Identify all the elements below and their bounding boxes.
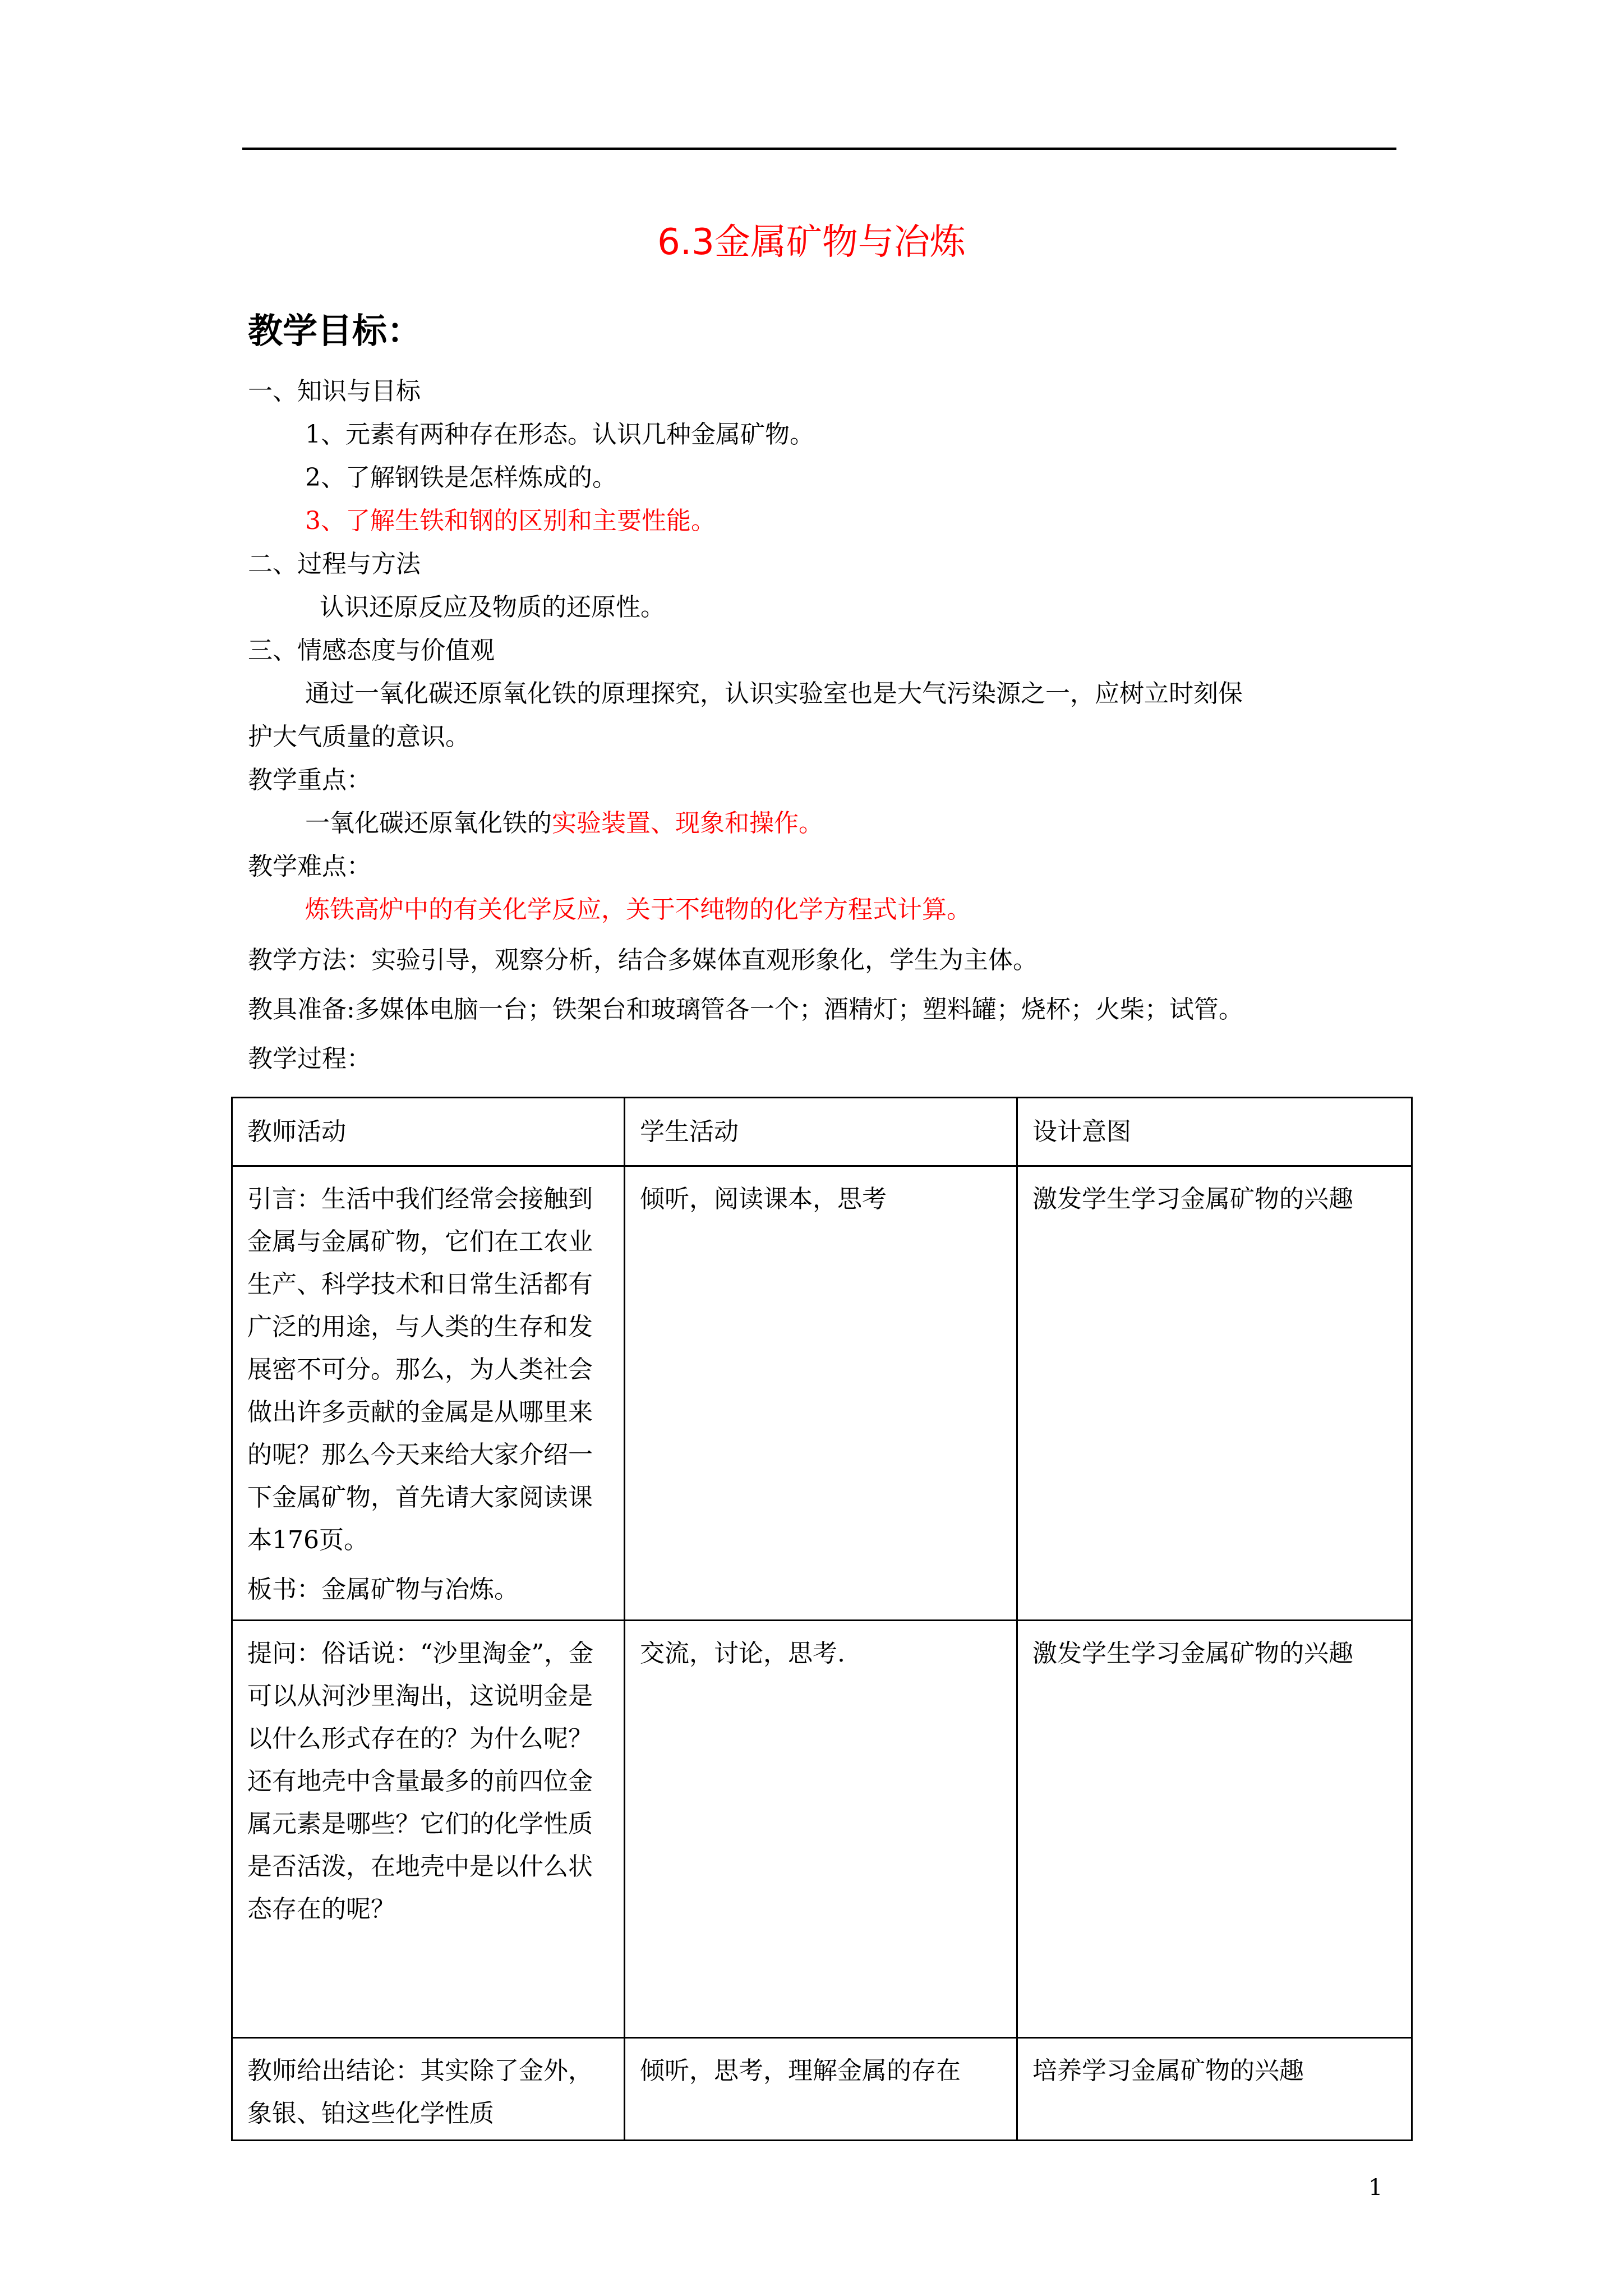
table-row [232, 2038, 1412, 2141]
method-text: 教学方法：实验引导，观察分析，结合多媒体直观形象化，学生为主体。 [248, 946, 1038, 974]
section-3-text: 通过一氧化碳还原氧化铁的原理探究，认识实验室也是大气污染源之一，应树立时刻保 [305, 679, 1243, 708]
page-number: 1 [1368, 2175, 1383, 2201]
design-intent-cell: 激发学生学习金属矿物的兴趣 [1017, 1621, 1412, 2038]
teacher-activity-paragraph: 提问：俗话说：“沙里淘金”，金可以从河沙里淘出，这说明金是以什么形式存在的？为什么呢？还有地壳中含量最多的前四位金属元素是哪些？它们的化学性质是否活泼，在地壳中是以什么状态存在的呢？ [247, 1639, 593, 1924]
section-1-title: 一、知识与目标 [248, 377, 421, 406]
table-header-row [232, 1098, 1412, 1166]
section-1-item: 1、元素有两种存在形态。认识几种金属矿物。 [305, 420, 814, 449]
section-3-text: 护大气质量的意识。 [248, 723, 470, 751]
teacher-activity-paragraph: 板书：金属矿物与冶炼。 [247, 1575, 519, 1604]
section-2-text: 认识还原反应及物质的还原性。 [320, 593, 665, 622]
process-label: 教学过程： [248, 1045, 371, 1073]
teacher-activity-cell [232, 1166, 625, 1621]
section-1-item: 2、了解钢铁是怎样炼成的。 [305, 463, 617, 492]
table-header-cell: 设计意图 [1017, 1098, 1412, 1166]
key-points-text [305, 807, 823, 840]
equipment-text: 教具准备:多媒体电脑一台；铁架台和玻璃管各一个；酒精灯；塑料罐；烧杯；火柴；试管。 [248, 995, 1243, 1024]
student-activity-cell: 倾听，思考，理解金属的存在 [625, 2038, 1017, 2141]
teacher-activity-cell [232, 1621, 625, 2038]
teacher-activity-cell [232, 2038, 625, 2141]
header-rule [242, 148, 1396, 150]
table-row [232, 1621, 1412, 2038]
key-points-plain: 一氧化碳还原氧化铁的 [305, 809, 552, 838]
section-1-item: 3、了解生铁和钢的区别和主要性能。 [305, 507, 716, 535]
table-header-cell: 教师活动 [232, 1098, 625, 1166]
design-intent-cell: 激发学生学习金属矿物的兴趣 [1017, 1166, 1412, 1621]
section-2-title: 二、过程与方法 [248, 550, 421, 578]
student-activity-cell: 交流，讨论，思考. [625, 1621, 1017, 2038]
table-row [232, 1166, 1412, 1621]
key-points-highlight: 实验装置、现象和操作。 [552, 809, 823, 838]
key-points-label: 教学重点： [248, 766, 371, 794]
teacher-activity-paragraph: 引言：生活中我们经常会接触到金属与金属矿物，它们在工农业生产、科学技术和日常生活都有广泛的用途，与人类的生存和发展密不可分。那么，为人类社会做出许多贡献的金属是从哪里来的呢？那么今天来给大家介绍一下金属矿物，首先请大家阅读课本176页。 [247, 1185, 593, 1554]
design-intent-cell: 培养学习金属矿物的兴趣 [1017, 2038, 1412, 2141]
page-title: 6.3金属矿物与冶炼 [657, 222, 966, 263]
section-3-title: 三、情感态度与价值观 [248, 636, 495, 665]
teacher-activity-paragraph: 教师给出结论：其实除了金外，象银、铂这些化学性质 [247, 2056, 593, 2128]
process-table [231, 1097, 1413, 2141]
table-header-cell: 学生活动 [625, 1098, 1017, 1166]
difficulties-text: 炼铁高炉中的有关化学反应，关于不纯物的化学方程式计算。 [305, 895, 971, 924]
objectives-heading: 教学目标： [248, 310, 422, 351]
difficulties-label: 教学难点： [248, 852, 371, 881]
student-activity-cell: 倾听，阅读课本，思考 [625, 1166, 1017, 1621]
